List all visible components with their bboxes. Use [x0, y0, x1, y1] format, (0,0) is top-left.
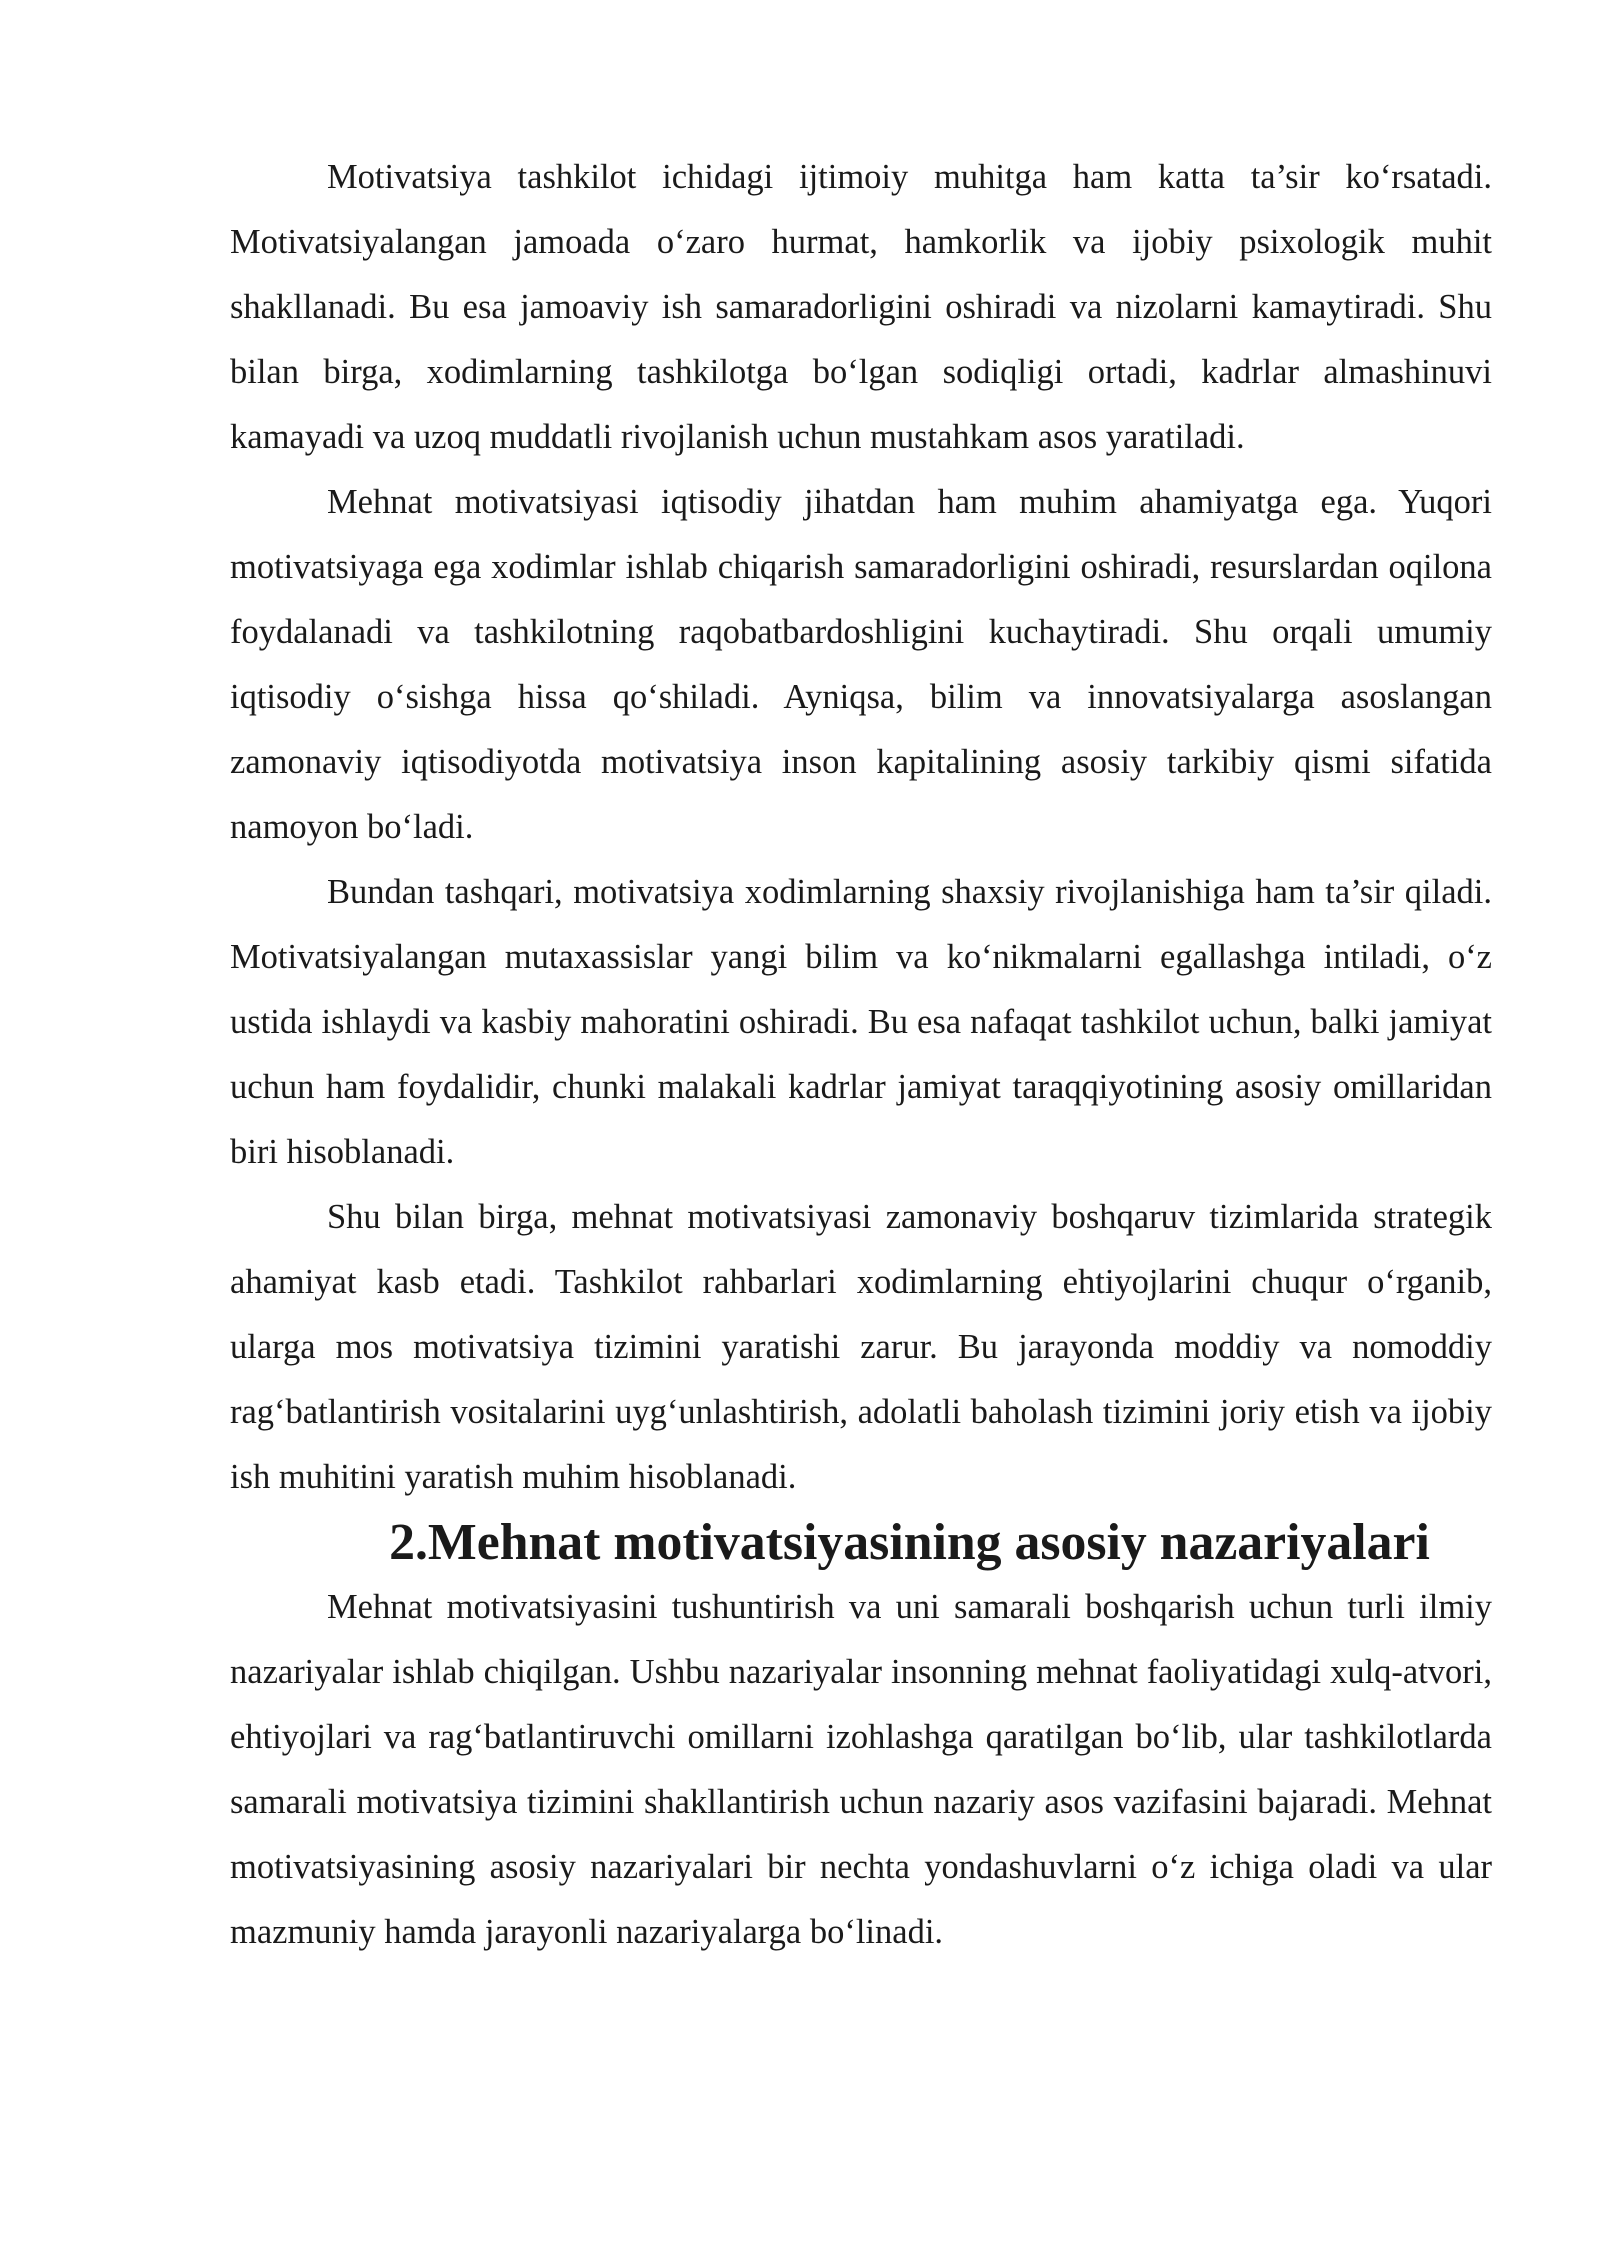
paragraph-theories-intro: Mehnat motivatsiyasini tushuntirish va uni samarali boshqarish uchun turli ilmiy nazariyalar ishlab chiqilgan. Ushbu nazariyalar insonning mehnat faoliyatidagi xulq-atvori, ehtiyojlari va rag‘batlantiruvchi omillarni izohlashga qaratilgan bo‘lib, ular tashkilotlarda samarali motivatsiya tizimini shakllantirish uchun nazariy asos vazifasini bajaradi. Mehnat motivatsiyasining asosiy nazariyalari bir nechta yondashuvlarni o‘z ichiga oladi va ular mazmuniy hamda jarayonli nazariyalarga bo‘linadi. [230, 1588, 1492, 1951]
paragraph-social-environment: Motivatsiya tashkilot ichidagi ijtimoiy muhitga ham katta ta’sir ko‘rsatadi. Motivatsiyalangan jamoada o‘zaro hurmat, hamkorlik va ijobiy psixologik muhit shakllanadi. Bu esa jamoaviy ish samaradorligini oshiradi va nizolarni kamaytiradi. Shu bilan birga, xodimlarning tashkilotga bo‘lgan sodiqligi ortadi, kadrlar almashinuvi kamayadi va uzoq muddatli rivojlanish uchun mustahkam asos yaratiladi. [230, 158, 1492, 456]
paragraph-economic-importance: Mehnat motivatsiyasi iqtisodiy jihatdan ham muhim ahamiyatga ega. Yuqori motivatsiyaga ega xodimlar ishlab chiqarish samaradorligini oshiradi, resurslardan oqilona foydalanadi va tashkilotning raqobatbardoshligini kuchaytiradi. Shu orqali umumiy iqtisodiy o‘sishga hissa qo‘shiladi. Ayniqsa, bilim va innovatsiyalarga asoslangan zamonaviy iqtisodiyotda motivatsiya inson kapitalining asosiy tarkibiy qismi sifatida namoyon bo‘ladi. [230, 483, 1492, 846]
document-page [230, 145, 1492, 1965]
paragraph-strategic-importance: Shu bilan birga, mehnat motivatsiyasi zamonaviy boshqaruv tizimlarida strategik ahamiyat kasb etadi. Tashkilot rahbarlari xodimlarning ehtiyojlarini chuqur o‘rganib, ularga mos motivatsiya tizimini yaratishi zarur. Bu jarayonda moddiy va nomoddiy rag‘batlantirish vositalarini uyg‘unlashtirish, adolatli baholash tizimini joriy etish va ijobiy ish muhitini yaratish muhim hisoblanadi. [230, 1198, 1492, 1496]
section-heading: 2.Mehnat motivatsiyasining asosiy nazariyalari [389, 1514, 1430, 1571]
paragraph-personal-development: Bundan tashqari, motivatsiya xodimlarning shaxsiy rivojlanishiga ham ta’sir qiladi. Motivatsiyalangan mutaxassislar yangi bilim va ko‘nikmalarni egallashga intiladi, o‘z ustida ishlaydi va kasbiy mahoratini oshiradi. Bu esa nafaqat tashkilot uchun, balki jamiyat uchun ham foydalidir, chunki malakali kadrlar jamiyat taraqqiyotining asosiy omillaridan biri hisoblanadi. [230, 873, 1492, 1171]
